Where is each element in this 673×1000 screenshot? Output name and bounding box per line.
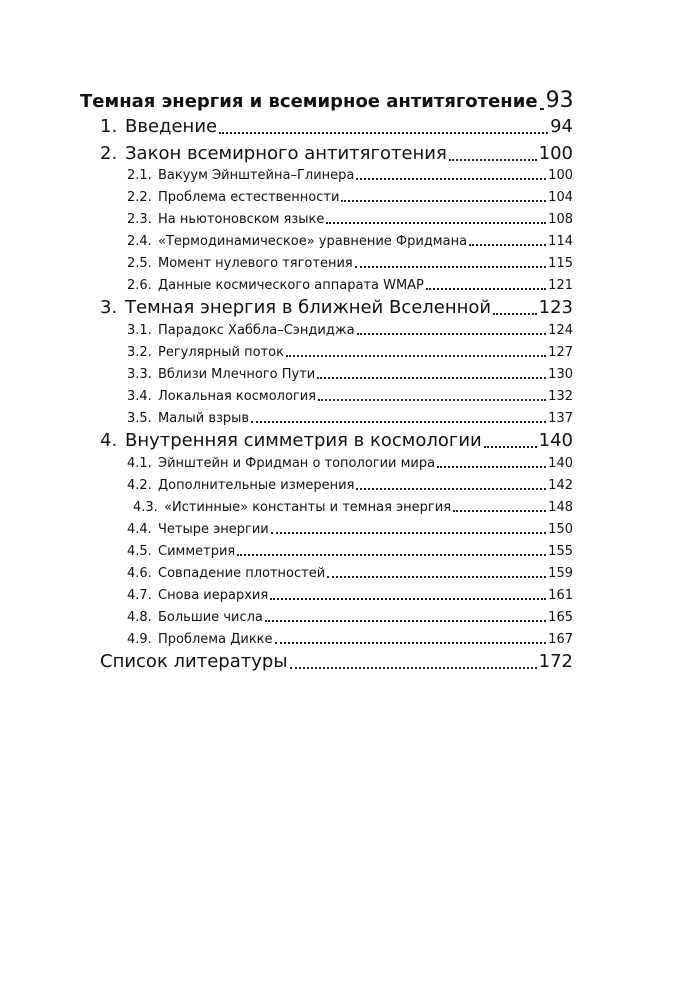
toc-section-4-6[interactable] [127,567,573,580]
toc-entry-title: Момент нулевого тяготения [158,256,353,271]
toc-entry-title: На ньютоновском языке [158,212,325,227]
toc-entry-number: 4.1. [127,456,152,471]
toc-entry-title: Список литературы [100,651,288,672]
toc-entry-page: 121 [548,278,573,293]
toc-section-2-6[interactable] [127,279,573,292]
toc-section-2-4[interactable] [127,235,573,248]
toc-chapter-3[interactable] [100,299,573,317]
dot-leader [491,299,539,317]
toc-entry-title: Парадокс Хаббла–Сэндиджа [158,323,355,338]
toc-entry-number: 3.1. [127,323,152,338]
toc-section-3-2[interactable] [127,346,573,359]
toc-entry-title: Внутренняя симметрия в космологии [125,430,482,451]
toc-entry-title: Вакуум Эйнштейна–Глинера [158,168,355,183]
toc-entry-number: 4.6. [127,566,152,581]
toc-entry-title: Совпадение плотностей [158,566,326,581]
toc-entry-title: Закон всемирного антитяготения [125,143,447,164]
dot-leader [325,567,548,580]
toc-entry-page: 108 [548,212,573,227]
toc-entry-page: 100 [548,168,573,183]
toc-entry-number: 4.3. [133,500,158,515]
toc-section-4-2[interactable] [127,479,573,492]
toc-entry-title: Эйнштейн и Фридман о топологии мира [158,456,436,471]
toc-entry-number: 3.4. [127,389,152,404]
toc-entry-number: 4.4. [127,522,152,537]
dot-leader [451,501,548,514]
toc-entry-page: 127 [548,345,573,360]
dot-leader [435,457,548,470]
toc-entry-title: Снова иерархия [158,588,269,603]
toc-entry-page: 93 [545,88,574,113]
toc-entry-title: Введение [125,116,218,137]
toc-entry-title: Симметрия [158,544,236,559]
toc-entry-title: Темная энергия и всемирное антитяготение [80,91,538,112]
toc-entry-number: 2.1. [127,168,152,183]
toc-entry-page: 142 [548,478,573,493]
dot-leader [424,279,548,292]
toc-entry-number: 2.2. [127,190,152,205]
toc-section-4-9[interactable] [127,633,573,646]
toc-section-4-1[interactable] [127,457,573,470]
dot-leader [284,346,548,359]
toc-chapter-4[interactable] [100,432,573,450]
dot-leader [447,145,539,163]
toc-entry-title: Проблема Дикке [158,632,273,647]
toc-section-4-4[interactable] [127,523,573,536]
toc-entry-page: 155 [548,544,573,559]
toc-entry-page: 100 [538,143,573,164]
dot-leader [467,235,548,248]
dot-leader [354,479,548,492]
toc-section-4-7[interactable] [127,589,573,602]
toc-section-3-1[interactable] [127,324,573,337]
dot-leader [482,432,539,450]
toc-entry-number: 3.5. [127,411,152,426]
toc-entry-title: Регулярный поток [158,345,284,360]
toc-entry-page: 123 [538,297,573,318]
dot-leader [353,257,548,270]
toc-entry-page: 148 [548,500,573,515]
toc-entry-title: Четыре энергии [158,522,269,537]
toc-entry-page: 150 [548,522,573,537]
toc-entry-title: «Термодинамическое» уравнение Фридмана [158,234,468,249]
toc-entry-page: 159 [548,566,573,581]
toc-entry-number: 4.2. [127,478,152,493]
toc-entry-page: 140 [538,430,573,451]
toc-entry-page: 137 [548,411,573,426]
toc-entry-page: 172 [538,651,573,672]
toc-section-2-5[interactable] [127,257,573,270]
toc-section-4-8[interactable] [127,611,573,624]
toc-section-2-1[interactable] [127,169,573,182]
dot-leader [217,118,550,136]
toc-entry-number: 3. [100,297,118,318]
toc-entry-number: 1. [100,116,118,137]
toc-entry-number: 2.4. [127,234,152,249]
toc-chapter-1[interactable] [100,118,573,136]
toc-entry-number: 3.3. [127,367,152,382]
toc-entry-page: 124 [548,323,573,338]
toc-entry-page: 132 [548,389,573,404]
toc-entry-title: «Истинные» константы и темная энергия [164,500,452,515]
toc-entry-number: 2.5. [127,256,152,271]
toc-entry-title: Данные космического аппарата WMAP [158,278,424,293]
toc-entry-number: 4.5. [127,544,152,559]
toc-entry-page: 165 [548,610,573,625]
dot-leader [273,633,549,646]
dot-leader [288,653,539,671]
toc-entry-number: 4.7. [127,588,152,603]
dot-leader [249,412,548,425]
dot-leader [268,589,548,602]
dot-leader [316,390,548,403]
toc-entry-page: 104 [548,190,573,205]
dot-leader [538,90,546,112]
dot-leader [354,169,548,182]
toc-section-4-3[interactable] [133,501,573,514]
toc-entry-number: 3.2. [127,345,152,360]
dot-leader [339,191,548,204]
toc-entry-page: 114 [548,234,573,249]
toc-entry-page: 167 [548,632,573,647]
toc-entry-title: Большие числа [158,610,263,625]
dot-leader [315,368,548,381]
toc-entry-number: 2. [100,143,118,164]
dot-leader [324,213,548,226]
toc-section-4-5[interactable] [127,545,573,558]
toc-section-2-3[interactable] [127,213,573,226]
toc-entry-page: 130 [548,367,573,382]
toc-section-3-4[interactable] [127,390,573,403]
toc-entry-title: Вблизи Млечного Пути [158,367,316,382]
toc-section-3-5[interactable] [127,412,573,425]
toc-entry-number: 4. [100,430,118,451]
toc-chapter-2[interactable] [100,145,573,163]
toc-entry-title: Темная энергия в ближней Вселенной [125,297,492,318]
dot-leader [263,611,548,624]
toc-entry-title: Дополнительные измерения [158,478,355,493]
toc-entry-number: 4.9. [127,632,152,647]
dot-leader [355,324,549,337]
toc-entry-page: 115 [548,256,573,271]
toc-section-3-3[interactable] [127,368,573,381]
toc-entry-title: Локальная космология [158,389,317,404]
toc-part-heading[interactable] [80,90,573,112]
toc-section-2-2[interactable] [127,191,573,204]
dot-leader [235,545,548,558]
toc-entry-page: 161 [548,588,573,603]
toc-entry-title: Проблема естественности [158,190,340,205]
toc-entry-page: 140 [548,456,573,471]
toc-bibliography[interactable] [100,653,573,671]
toc-entry-number: 2.3. [127,212,152,227]
toc-entry-title: Малый взрыв [158,411,250,426]
toc-entry-number: 2.6. [127,278,152,293]
toc-entry-number: 4.8. [127,610,152,625]
dot-leader [269,523,548,536]
toc-entry-page: 94 [550,116,573,137]
